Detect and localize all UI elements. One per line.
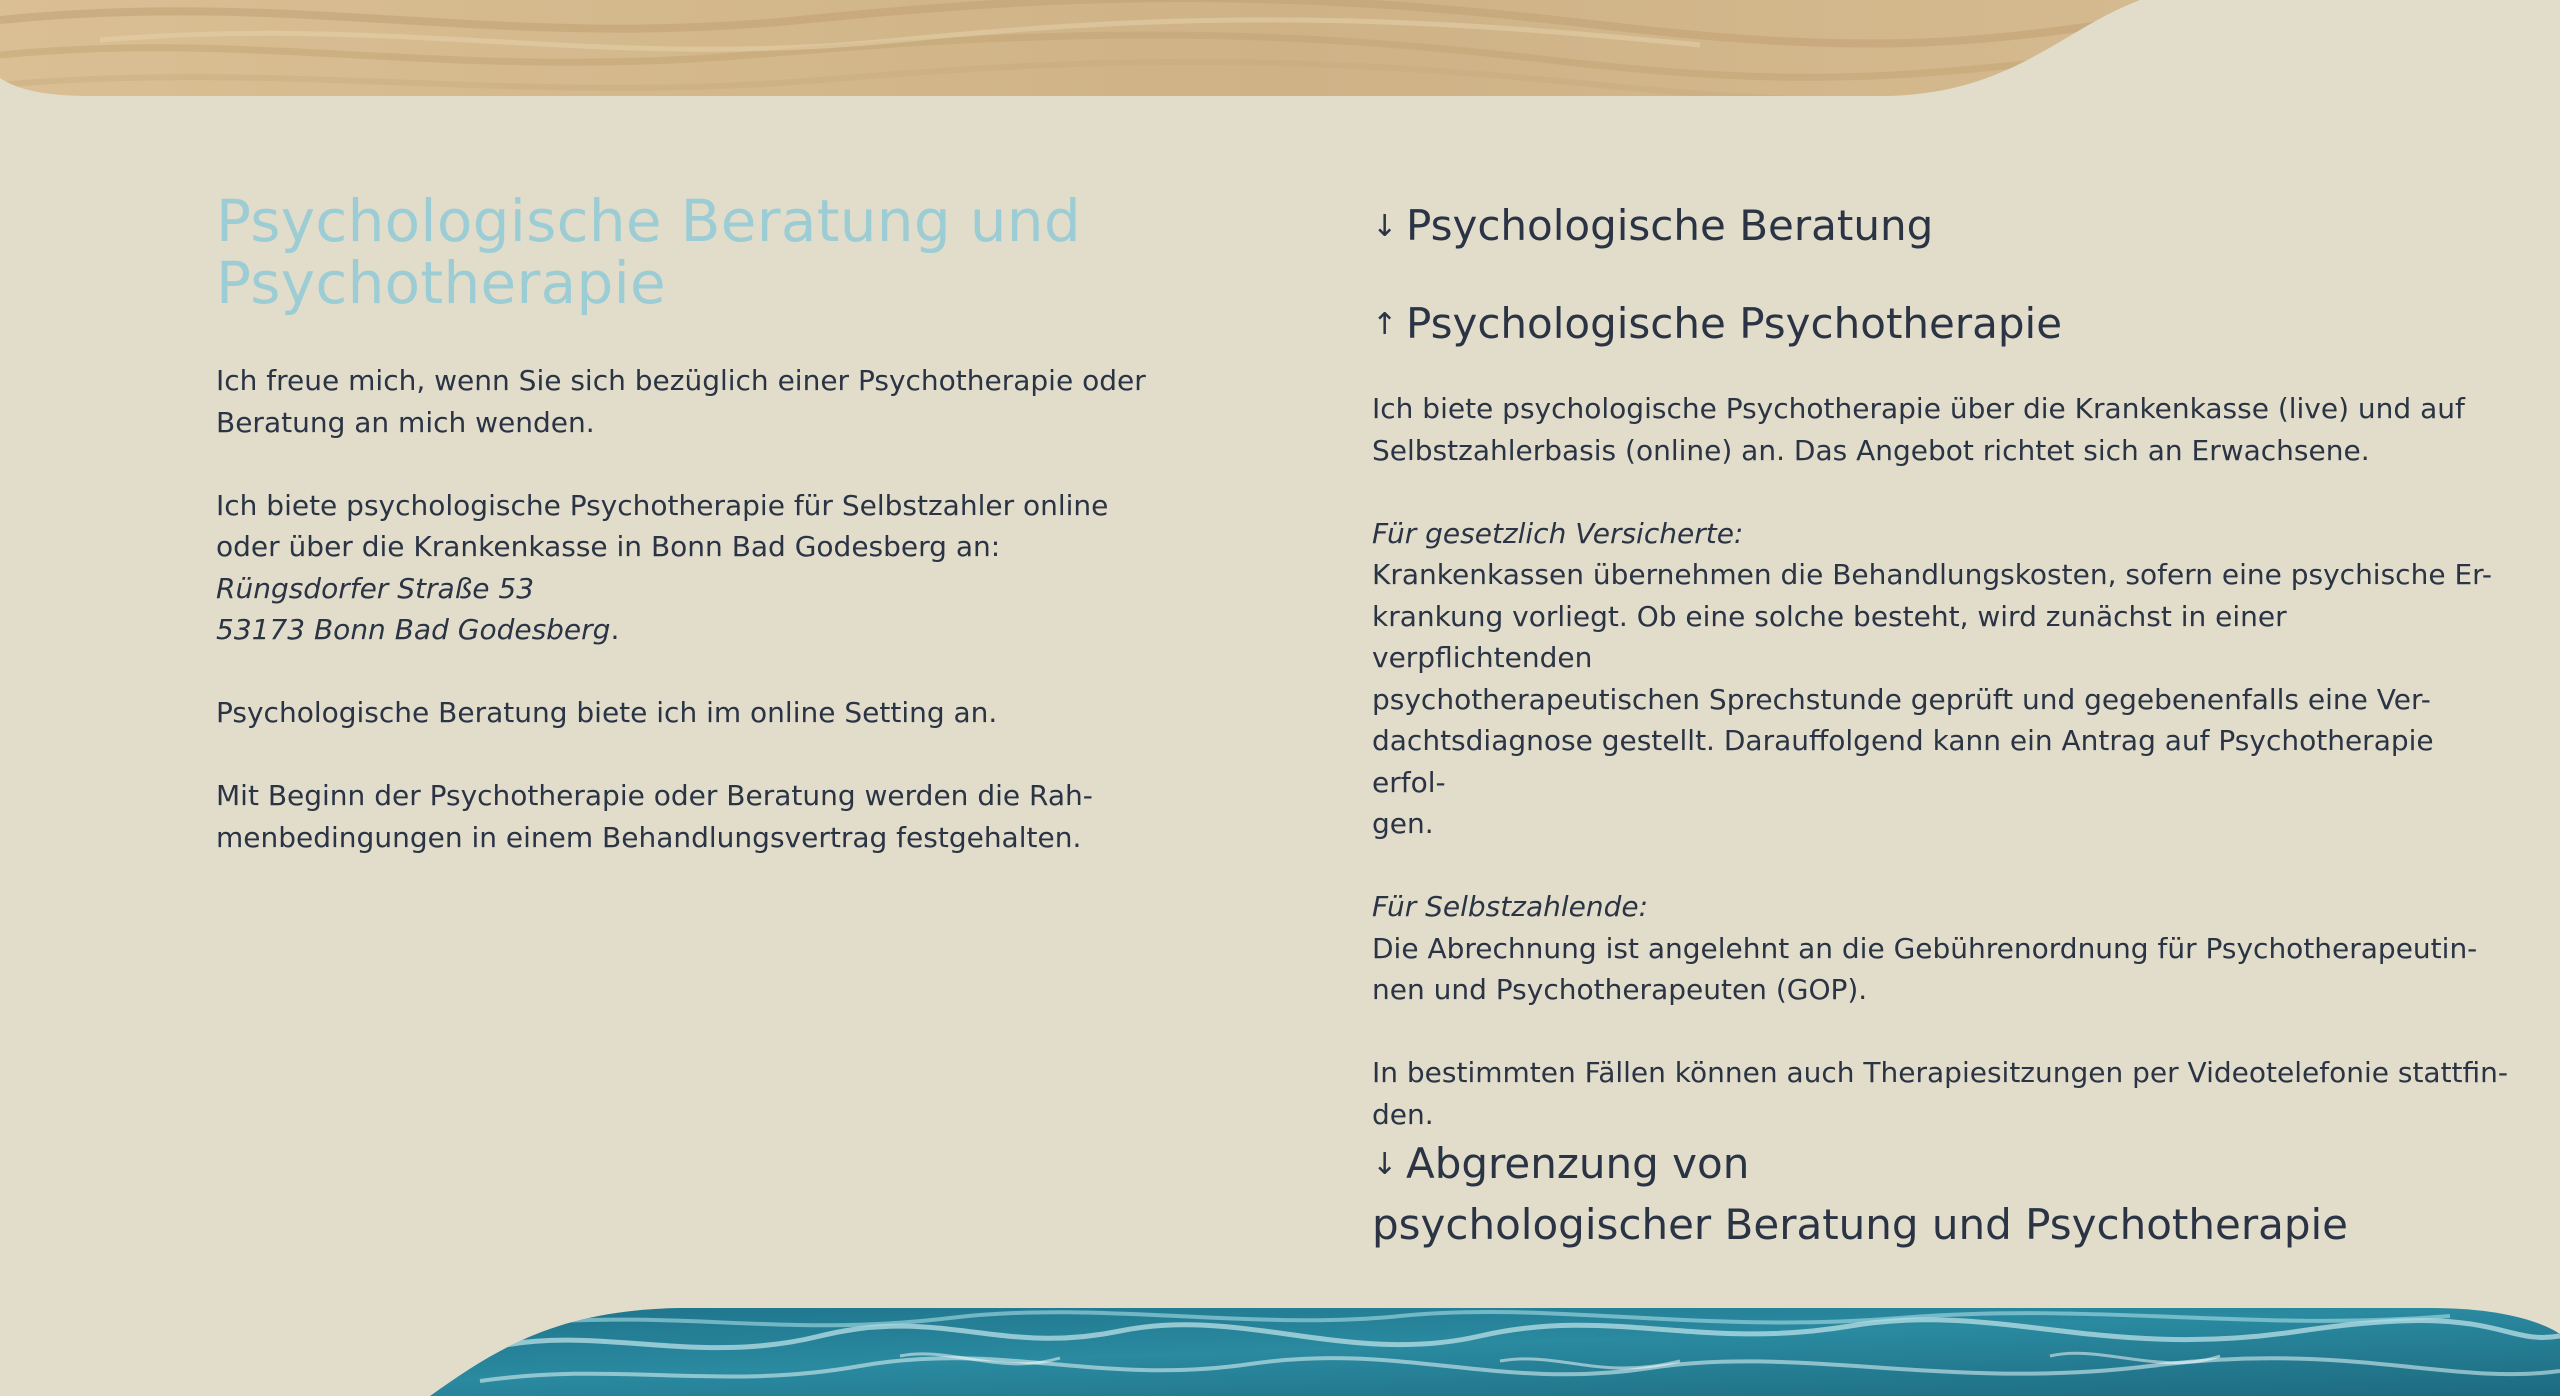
text-line: Die Abrechnung ist angelehnt an die Gebührenordnung für Psychotherapeutin- xyxy=(1372,931,2478,965)
offer-paragraph xyxy=(216,485,1176,651)
text-line: psychotherapeutischen Sprechstunde geprüft und gegebenenfalls eine Ver- xyxy=(1372,682,2431,716)
accordion-item-abgrenzung[interactable] xyxy=(1372,1134,2348,1255)
accordion-panel-psychotherapie xyxy=(1372,388,2512,1177)
page-title-line-1: Psychologische Beratung und xyxy=(216,187,1081,255)
arrow-up-icon: ↑ xyxy=(1372,307,1398,342)
text-line: Mit Beginn der Psychotherapie oder Beratung werden die Rah- xyxy=(216,779,1093,812)
arrow-down-icon: ↓ xyxy=(1372,209,1398,244)
contract-paragraph xyxy=(216,775,1176,858)
accordion-label: Psychologische Beratung xyxy=(1406,201,1934,250)
text-line: den. xyxy=(1372,1097,1434,1131)
accordion-label: Psychologische Psychotherapie xyxy=(1406,299,2063,348)
accordion-item-beratung[interactable] xyxy=(1372,196,1933,257)
intro-section xyxy=(216,187,1176,900)
text-line: Psychologische Beratung biete ich im online Setting an. xyxy=(216,696,998,729)
self-pay-paragraph xyxy=(1372,886,2512,1011)
text-line: oder über die Krankenkasse in Bonn Bad Godesberg an: xyxy=(216,530,1001,563)
text-line: Krankenkassen übernehmen die Behandlungskosten, sofern eine psychische Er- xyxy=(1372,558,2492,591)
text-line: Selbstzahlerbasis (online) an. Das Angebot richtet sich an Erwachsene. xyxy=(1372,433,2370,467)
text-line: gen. xyxy=(1372,807,1434,840)
text-line: Beratung an mich wenden. xyxy=(216,405,595,439)
address-city-line xyxy=(216,609,1176,651)
sea-footer-image xyxy=(0,1306,2560,1396)
page-title-line-2: Psychotherapie xyxy=(216,249,667,317)
video-paragraph xyxy=(1372,1052,2512,1135)
text-line: In bestimmten Fällen können auch Therapiesitzungen per Videotelefonie stattfin- xyxy=(1372,1056,2509,1089)
text-line: Ich biete psychologische Psychotherapie über die Krankenkasse (live) und auf xyxy=(1372,392,2465,425)
text-line: krankung vorliegt. Ob eine solche besteht, wird zunächst in einer verpflichtenden xyxy=(1372,599,2287,674)
sand-header-image xyxy=(0,0,2560,96)
accordion-item-psychotherapie[interactable] xyxy=(1372,294,2062,355)
text-line: menbedingungen in einem Behandlungsvertrag festgehalten. xyxy=(216,820,1082,854)
text-line: nen und Psychotherapeuten (GOP). xyxy=(1372,973,1868,1006)
address-period: . xyxy=(610,613,620,646)
panel-intro-paragraph xyxy=(1372,388,2512,471)
text-line: dachtsdiagnose gestellt. Darauffolgend kann ein Antrag auf Psychotherapie erfol- xyxy=(1372,724,2434,799)
insured-paragraph xyxy=(1372,513,2512,845)
self-pay-heading: Für Selbstzahlende: xyxy=(1372,890,1649,923)
arrow-down-icon: ↓ xyxy=(1372,1147,1398,1182)
intro-paragraph xyxy=(216,360,1176,443)
online-counseling-paragraph xyxy=(216,692,1176,734)
page-title xyxy=(216,187,1176,317)
accordion-label-line-2: psychologischer Beratung und Psychotherapie xyxy=(1372,1200,2349,1249)
intro-text xyxy=(216,360,1176,858)
address-street: Rüngsdorfer Straße 53 xyxy=(216,571,535,605)
text-line: Ich freue mich, wenn Sie sich bezüglich einer Psychotherapie oder xyxy=(216,364,1146,397)
address-city: 53173 Bonn Bad Godesberg xyxy=(216,613,611,646)
text-line: Ich biete psychologische Psychotherapie für Selbstzahler online xyxy=(216,488,1109,522)
insured-heading: Für gesetzlich Versicherte: xyxy=(1372,516,1744,550)
accordion-label-line-1: Abgrenzung von xyxy=(1406,1139,1750,1188)
